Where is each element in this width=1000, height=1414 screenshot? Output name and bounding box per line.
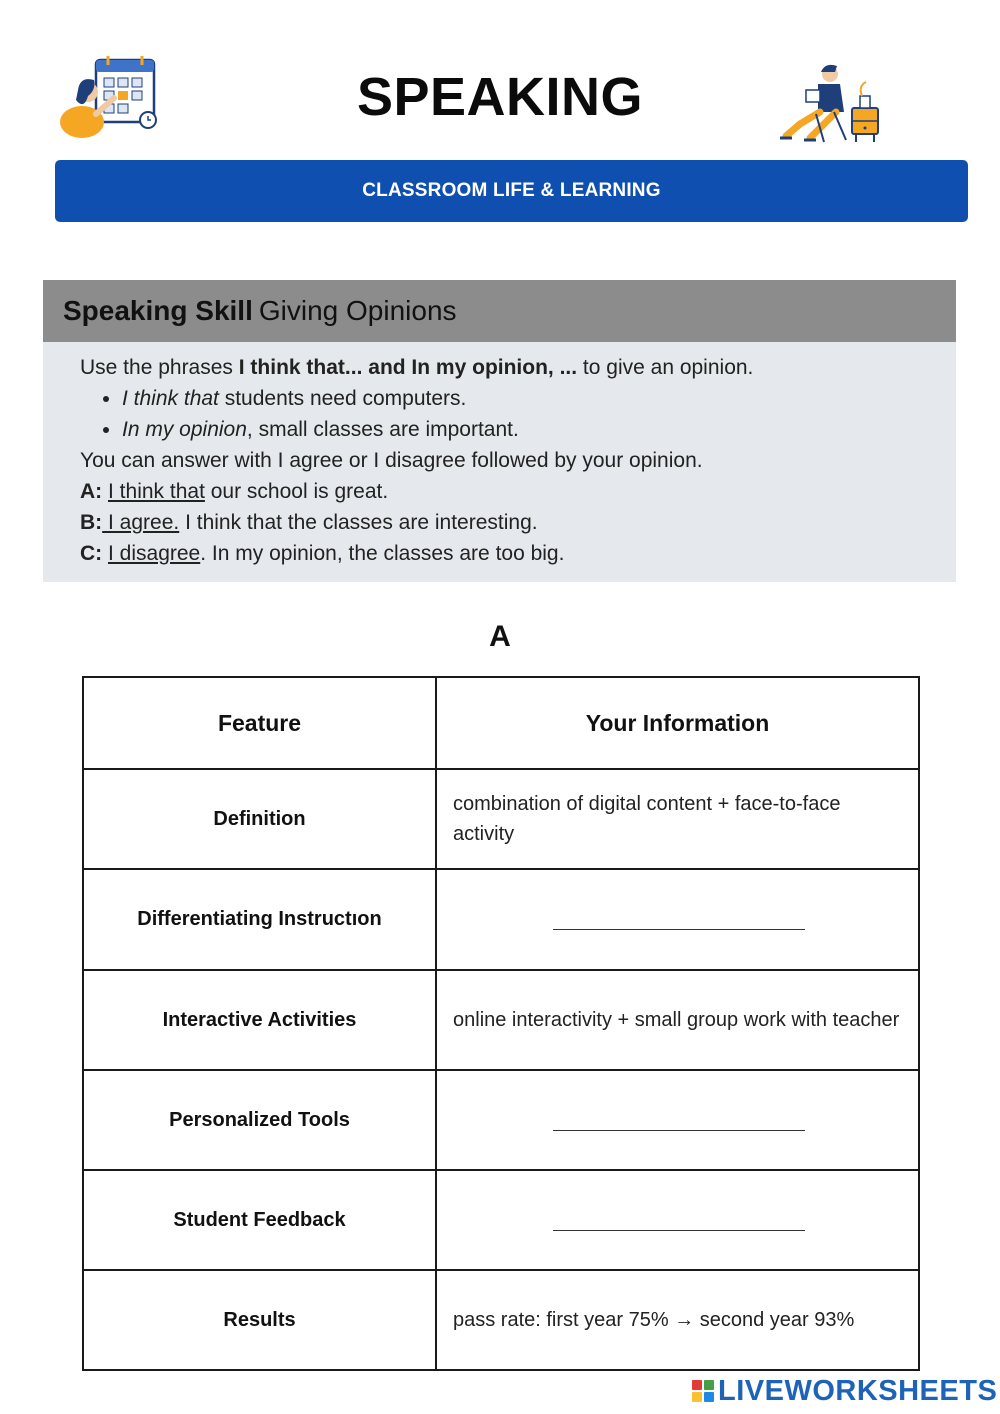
example-line: A: I think that our school is great. xyxy=(80,480,389,503)
skill-box-header xyxy=(43,280,956,342)
feature-cell: Results xyxy=(83,1270,436,1370)
logo-grid-icon xyxy=(692,1380,714,1402)
table-row xyxy=(83,970,919,1070)
list-item: • In my opinion, small classes are important. xyxy=(122,414,956,445)
table-row xyxy=(83,869,919,970)
skill-box-body xyxy=(43,342,956,582)
answer-blank[interactable] xyxy=(553,1230,805,1231)
list-item: • I think that students need computers. xyxy=(122,383,956,414)
logo-square xyxy=(692,1392,702,1402)
page-title: SPEAKING xyxy=(356,67,644,127)
feature-cell: Definition xyxy=(83,769,436,869)
answer-blank[interactable] xyxy=(553,929,805,930)
info-cell: combination of digital content + face-to-face activity xyxy=(436,769,919,869)
table-row xyxy=(83,769,919,869)
skill-heading-topic: Giving Opinions xyxy=(258,295,457,326)
info-cell: online interactivity + small group work with teacher xyxy=(436,970,919,1070)
table-row xyxy=(83,1170,919,1270)
example-line: C: I disagree. In my opinion, the classes are too big. xyxy=(80,542,565,565)
skill-bullets xyxy=(80,383,956,445)
feature-cell: Interactive Activities xyxy=(83,970,436,1070)
column-header-feature: Feature xyxy=(83,677,436,769)
feature-cell: Differentiating Instructıon xyxy=(83,869,436,970)
feature-cell: Student Feedback xyxy=(83,1170,436,1270)
topic-banner xyxy=(55,160,968,222)
answer-cell xyxy=(436,1170,919,1270)
skill-intro: Use the phrases I think that... and In my opinion, ... to give an opinion. xyxy=(80,356,754,379)
liveworksheets-logo[interactable] xyxy=(692,1374,997,1408)
table-header-row xyxy=(83,677,919,769)
logo-square xyxy=(704,1380,714,1390)
info-cell: pass rate: first year 75% → second year 93% xyxy=(436,1270,919,1370)
logo-square xyxy=(692,1380,702,1390)
feature-table xyxy=(82,676,920,1371)
column-header-info: Your Information xyxy=(436,677,919,769)
skill-heading-bold: Speaking Skill xyxy=(63,295,253,326)
answer-blank[interactable] xyxy=(553,1130,805,1131)
reading-student-illustration xyxy=(776,62,886,146)
logo-square xyxy=(704,1392,714,1402)
answer-cell xyxy=(436,869,919,970)
section-letter: A xyxy=(489,620,511,653)
table-row xyxy=(83,1070,919,1170)
feature-cell: Personalized Tools xyxy=(83,1070,436,1170)
skill-answer-line: You can answer with I agree or I disagree followed by your opinion. xyxy=(80,449,703,472)
example-line: B: I agree. I think that the classes are interesting. xyxy=(80,511,538,534)
topic-banner-text: CLASSROOM LIFE & LEARNING xyxy=(362,180,661,201)
answer-cell xyxy=(436,1070,919,1170)
logo-text: LIVEWORKSHEETS xyxy=(718,1374,998,1407)
table-row xyxy=(83,1270,919,1370)
